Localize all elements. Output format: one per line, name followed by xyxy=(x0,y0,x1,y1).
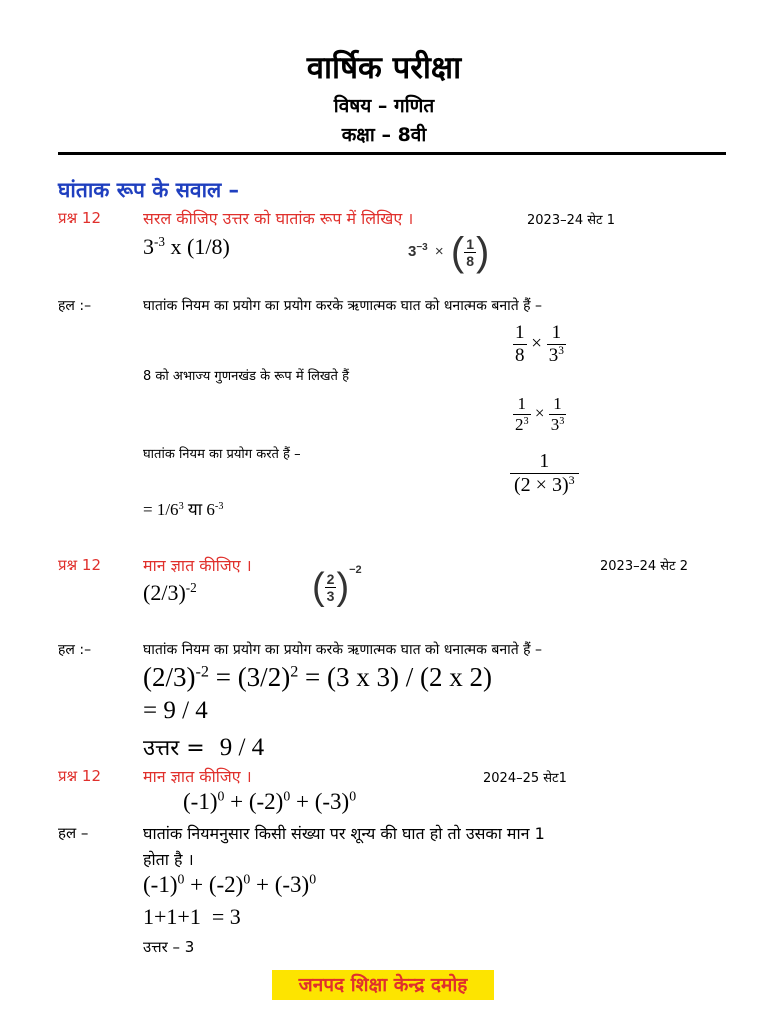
sol2-answer: उत्तर = 9 / 4 xyxy=(143,734,265,761)
q2-text: मान ज्ञात कीजिए । xyxy=(143,556,252,575)
sol1-label: हल :– xyxy=(58,298,92,314)
q3-label: प्रश्न 12 xyxy=(58,767,101,785)
sol2-label: हल :– xyxy=(58,642,92,658)
q2-expression-image: ( $\frac{2}{3}$ )$^{-2}$ xyxy=(312,564,362,608)
sol1-fraction-final: $\frac{1}{(2 \times 3)^3}$ xyxy=(510,450,579,497)
sol3-sum: 1+1+1 = 3 xyxy=(143,904,241,929)
sol3-text2: होता है । xyxy=(143,850,194,869)
class-line: कक्षा – 8वी xyxy=(341,124,427,146)
sol3-text1: घातांक नियमनुसार किसी संख्या पर शून्य की घात हो तो उसका मान 1 xyxy=(143,824,545,843)
footer-banner: जनपद शिक्षा केन्द्र दमोह xyxy=(272,970,494,1000)
q1-expression: $3^{-3}$ x (1/8) xyxy=(143,234,230,259)
sol1-step2: 8 को अभाज्य गुणनखंड के रूप में लिखते हैं xyxy=(143,369,349,384)
q2-label: प्रश्न 12 xyxy=(58,556,101,574)
sol2-line1: $(2/3)^{-2} = (3/2)^2 = (3$ x 3) / (2 x 2) xyxy=(143,662,492,692)
sol2-step1: घातांक नियम का प्रयोग का प्रयोग करके ऋणात्मक घात को धनात्मक बनाते हैं – xyxy=(143,642,543,658)
sol3-label: हल – xyxy=(58,824,89,842)
sol1-step3: घातांक नियम का प्रयोग करते हैं – xyxy=(143,447,301,462)
page-title: वार्षिक परीक्षा xyxy=(306,50,462,86)
sol3-expression: $(-1)^0 + (-2)^0 + (-3)^0$ xyxy=(143,871,317,897)
q1-text: सरल कीजिए उत्तर को घातांक रूप में लिखिए । xyxy=(143,209,414,228)
sol1-answer: = $1/6^3$ या $6^{-3}$ xyxy=(143,500,224,519)
q3-expression: $(-1)^0 + (-2)^0 + (-3)^0$ xyxy=(183,788,357,814)
q1-set: 2023–24 सेट 1 xyxy=(527,213,616,228)
q2-set: 2023–24 सेट 2 xyxy=(600,559,689,574)
sol1-fraction-product-2: $\frac{1}{2^3}$ × $\frac{1}{3^3}$ xyxy=(515,394,565,434)
sol2-line2: = 9 / 4 xyxy=(143,697,208,724)
q1-expression-image: $3^{-3}$ × ( $\frac{1}{8}$ ) xyxy=(408,230,490,274)
sol1-fraction-product-1: $\frac{1}{8}$ × $\frac{1}{3^3}$ xyxy=(515,322,564,366)
q2-expression: $(2/3)^{-2}$ xyxy=(143,580,197,605)
q3-text: मान ज्ञात कीजिए । xyxy=(143,767,252,786)
q3-set: 2024–25 सेट1 xyxy=(483,771,567,786)
sol1-step1: घातांक नियम का प्रयोग का प्रयोग करके ऋणात्मक घात को धनात्मक बनाते हैं – xyxy=(143,298,543,314)
sol3-answer: उत्तर – 3 xyxy=(143,938,195,956)
header-divider xyxy=(58,152,726,155)
q1-label: प्रश्न 12 xyxy=(58,209,101,227)
section-title: घांताक रूप के सवाल – xyxy=(58,178,240,202)
subject-line: विषय – गणित xyxy=(333,95,435,117)
